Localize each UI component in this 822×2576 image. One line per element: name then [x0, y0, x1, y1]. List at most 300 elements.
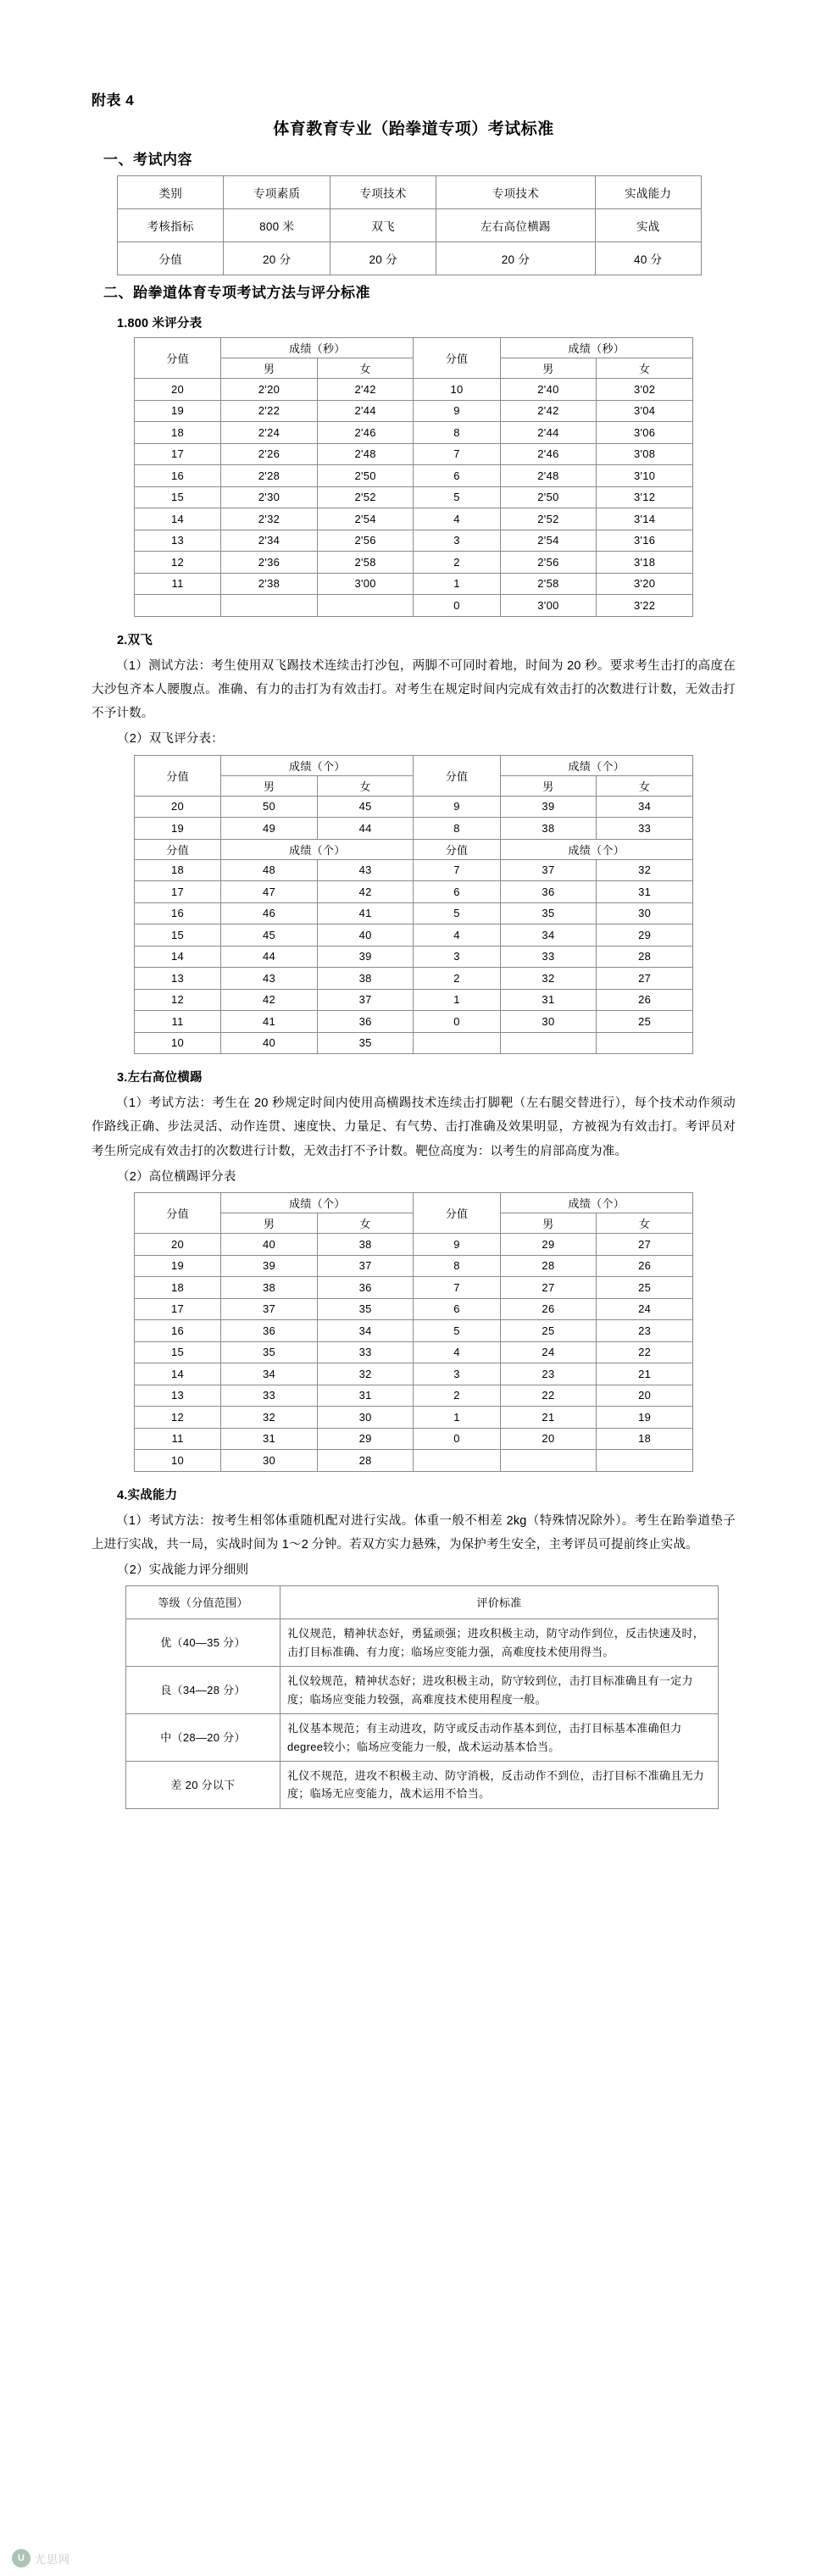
- header-score-left: 分值: [135, 1193, 221, 1234]
- cell-score-right: 2: [414, 968, 500, 990]
- cell-female-right: 25: [597, 1277, 693, 1299]
- cell-index-label: 考核指标: [118, 209, 224, 242]
- header-female-right: 女: [597, 775, 693, 796]
- cell-grade: 差 20 分以下: [126, 1762, 280, 1809]
- header-result-right: 成绩（秒）: [500, 338, 692, 358]
- cell-score-left: 17: [135, 881, 221, 903]
- cell-score-right: 6: [414, 1298, 500, 1320]
- cell-score-left: 12: [135, 552, 221, 574]
- header-result-right: 成绩（个）: [500, 839, 692, 859]
- table-row: [135, 989, 693, 1011]
- cell-score-right: [414, 1032, 500, 1054]
- cell-category-label: 类别: [118, 176, 224, 209]
- table-row: [135, 1320, 693, 1342]
- cell-points-label: 分值: [118, 242, 224, 275]
- watermark: [12, 2549, 70, 2568]
- cell-female-right: 31: [597, 881, 693, 903]
- shizhan-table-body: [126, 1586, 719, 1809]
- exam-content-table: [117, 175, 702, 275]
- cell-score-right: 4: [414, 1341, 500, 1363]
- cell-female-left: 45: [317, 796, 414, 818]
- table-row: [135, 1032, 693, 1054]
- table-row: [135, 946, 693, 968]
- subsection-heading-shizhan: 4.实战能力: [117, 1488, 178, 1502]
- header-result-left: 成绩（个）: [221, 1193, 414, 1213]
- table-header-row: [135, 755, 693, 775]
- cell-male-left: 41: [221, 1011, 318, 1033]
- hengti-method-text: 考生在 20 秒规定时间内使用高横踢技术连续击打脚靶（左右腿交替进行），每个技术动作须动作路线正确、步法灵活、动作连贯、速度快、力量足、有气势、击打准确及效果明显，方被视为有效击打。考评员对考生所完成有效击打的次数进行计数，无效击打不予计数。靶位高度为：以考生的肩部高度为准。: [92, 1096, 736, 1158]
- table-row: [135, 1234, 693, 1256]
- cell-points-4: 40 分: [595, 242, 701, 275]
- hengti-score-table: [134, 1192, 693, 1472]
- cell-grade: 中（28—20 分）: [126, 1714, 280, 1762]
- cell-male-right: 23: [500, 1363, 597, 1385]
- cell-female-left: 29: [317, 1428, 414, 1450]
- header-male-right: 男: [500, 775, 597, 796]
- cell-category-1: 专项素质: [224, 176, 330, 209]
- table-row: [135, 552, 693, 574]
- table-row: [135, 573, 693, 595]
- cell-score-right: 0: [414, 595, 500, 617]
- cell-score-right: [414, 1450, 500, 1472]
- header-result-right: 成绩（个）: [500, 755, 692, 775]
- cell-score-left: 19: [135, 818, 221, 840]
- cell-female-left: 32: [317, 1363, 414, 1385]
- table-row: [135, 1450, 693, 1472]
- cell-male-right: 36: [500, 881, 597, 903]
- cell-male-left: 40: [221, 1032, 318, 1054]
- cell-male-left: 2'22: [221, 400, 318, 422]
- cell-score-right: 7: [414, 443, 500, 465]
- cell-score-right: 9: [414, 1234, 500, 1256]
- cell-male-right: 39: [500, 796, 597, 818]
- header-criteria: 评价标准: [280, 1586, 719, 1619]
- cell-score-right: 1: [414, 1407, 500, 1429]
- cell-score-right: 2: [414, 1385, 500, 1407]
- shizhan-table-label: （2）实战能力评分细则: [117, 1563, 249, 1578]
- cell-female-left: 3'00: [317, 573, 414, 595]
- cell-score-left: 13: [135, 968, 221, 990]
- cell-female-left: 37: [317, 1255, 414, 1277]
- table-header-row: [135, 1193, 693, 1213]
- cell-male-left: 37: [221, 1298, 318, 1320]
- cell-female-left: 38: [317, 1234, 414, 1256]
- cell-male-left: 31: [221, 1428, 318, 1450]
- table-row: [118, 176, 702, 209]
- cell-male-left: 34: [221, 1363, 318, 1385]
- cell-male-right: 21: [500, 1407, 597, 1429]
- cell-female-right: 3'14: [597, 508, 693, 530]
- cell-index-2: 双飞: [330, 209, 436, 242]
- cell-score-left: 14: [135, 1363, 221, 1385]
- cell-male-right: 28: [500, 1255, 597, 1277]
- header-result-left: 成绩（秒）: [221, 338, 414, 358]
- table-row: [126, 1762, 719, 1809]
- cell-female-right: 26: [597, 989, 693, 1011]
- cell-female-left: 38: [317, 968, 414, 990]
- cell-male-left: 2'26: [221, 443, 318, 465]
- cell-score-left: 10: [135, 1032, 221, 1054]
- cell-male-left: 39: [221, 1255, 318, 1277]
- table-row: [135, 1277, 693, 1299]
- subsection-heading-run800: 1.800 米评分表: [117, 317, 203, 330]
- cell-male-left: 47: [221, 881, 318, 903]
- cell-score-right: 2: [414, 552, 500, 574]
- cell-female-right: 3'16: [597, 530, 693, 552]
- cell-score-left: 13: [135, 530, 221, 552]
- cell-female-left: 36: [317, 1011, 414, 1033]
- cell-female-left: 43: [317, 859, 414, 881]
- cell-score-left: 11: [135, 1011, 221, 1033]
- cell-female-left: 35: [317, 1298, 414, 1320]
- cell-male-right: 30: [500, 1011, 597, 1033]
- cell-male-right: 27: [500, 1277, 597, 1299]
- cell-female-right: 22: [597, 1341, 693, 1363]
- cell-female-left: 2'44: [317, 400, 414, 422]
- cell-score-left: 11: [135, 1428, 221, 1450]
- header-female-right: 女: [597, 1213, 693, 1234]
- cell-female-right: 23: [597, 1320, 693, 1342]
- cell-male-right: 2'56: [500, 552, 597, 574]
- cell-female-right: 29: [597, 924, 693, 947]
- cell-score-right: 4: [414, 924, 500, 947]
- cell-male-right: 25: [500, 1320, 597, 1342]
- table-row: [135, 902, 693, 924]
- cell-female-right: 27: [597, 968, 693, 990]
- header-result-left: 成绩（个）: [221, 839, 414, 859]
- watermark-label: 尤思网: [35, 2552, 71, 2566]
- run800-table-body: [135, 338, 693, 617]
- cell-female-left: 37: [317, 989, 414, 1011]
- table-row: [135, 859, 693, 881]
- cell-score-left: 13: [135, 1385, 221, 1407]
- cell-category-3: 专项技术: [436, 176, 595, 209]
- cell-male-left: 40: [221, 1234, 318, 1256]
- table-row: [135, 1255, 693, 1277]
- header-male-right: 男: [500, 1213, 597, 1234]
- cell-score-right: 5: [414, 486, 500, 508]
- hengti-table-body: [135, 1193, 693, 1472]
- table-row: [126, 1619, 719, 1667]
- cell-male-left: 2'38: [221, 573, 318, 595]
- table-row: [118, 209, 702, 242]
- cell-male-right: 26: [500, 1298, 597, 1320]
- table-row: [135, 924, 693, 947]
- cell-index-1: 800 米: [224, 209, 330, 242]
- cell-male-right: 20: [500, 1428, 597, 1450]
- cell-male-left: [221, 595, 318, 617]
- cell-score-left: 18: [135, 859, 221, 881]
- page-title: 体育教育专业（跆拳道专项）考试标准: [273, 120, 554, 138]
- cell-male-right: 38: [500, 818, 597, 840]
- cell-score-left: 16: [135, 902, 221, 924]
- cell-female-left: 39: [317, 946, 414, 968]
- cell-score-left: 16: [135, 1320, 221, 1342]
- cell-female-right: 30: [597, 902, 693, 924]
- table-row: [135, 1011, 693, 1033]
- cell-female-right: 24: [597, 1298, 693, 1320]
- cell-female-right: 32: [597, 859, 693, 881]
- shizhan-method-text: 按考生相邻体重随机配对进行实战。体重一般不相差 2kg（特殊情况除外）。考生在跆拳道垫子上进行实战，共一局，实战时间为 1～2 分钟。若双方实力悬殊，为保护考生安全，主考评员可提前终止实战。: [92, 1513, 736, 1552]
- table-row: [135, 818, 693, 840]
- cell-male-left: 32: [221, 1407, 318, 1429]
- cell-score-left: 18: [135, 422, 221, 444]
- cell-score-right: 0: [414, 1011, 500, 1033]
- cell-score-right: 6: [414, 881, 500, 903]
- table-row: [135, 530, 693, 552]
- cell-male-right: 33: [500, 946, 597, 968]
- header-male-left: 男: [221, 775, 318, 796]
- cell-male-right: 34: [500, 924, 597, 947]
- header-result-right: 成绩（个）: [500, 1193, 692, 1213]
- cell-score-left: 10: [135, 1450, 221, 1472]
- cell-score-left: 15: [135, 486, 221, 508]
- cell-male-left: 42: [221, 989, 318, 1011]
- cell-female-right: 3'18: [597, 552, 693, 574]
- table-header-row: [126, 1586, 719, 1619]
- cell-female-left: 41: [317, 902, 414, 924]
- shuangfei-table-label: （2）双飞评分表：: [117, 732, 224, 747]
- shuangfei-method-paragraph: [92, 654, 736, 726]
- cell-score-right: 4: [414, 508, 500, 530]
- cell-female-left: 2'42: [317, 379, 414, 401]
- cell-score-right: 7: [414, 1277, 500, 1299]
- table-row: [135, 1428, 693, 1450]
- cell-female-left: 2'56: [317, 530, 414, 552]
- cell-score-left: 14: [135, 508, 221, 530]
- shizhan-method-paragraph: [92, 1509, 736, 1557]
- table-row: [135, 508, 693, 530]
- cell-female-right: 34: [597, 796, 693, 818]
- cell-male-left: 48: [221, 859, 318, 881]
- shuangfei-method-label: （1）测试方法：: [116, 658, 212, 673]
- cell-male-left: 2'32: [221, 508, 318, 530]
- header-male-left: 男: [221, 1213, 318, 1234]
- cell-male-right: 37: [500, 859, 597, 881]
- cell-score-right: 8: [414, 422, 500, 444]
- cell-score-right: 9: [414, 400, 500, 422]
- cell-score-right: 6: [414, 465, 500, 487]
- cell-female-left: 36: [317, 1277, 414, 1299]
- cell-male-right: 2'42: [500, 400, 597, 422]
- cell-grade: 优（40—35 分）: [126, 1619, 280, 1667]
- cell-male-left: 2'24: [221, 422, 318, 444]
- cell-male-right: 31: [500, 989, 597, 1011]
- cell-male-right: 2'46: [500, 443, 597, 465]
- cell-male-left: 38: [221, 1277, 318, 1299]
- table-row: [135, 422, 693, 444]
- cell-score-left: 20: [135, 379, 221, 401]
- table-row: [135, 1363, 693, 1385]
- table-row: [135, 1385, 693, 1407]
- cell-female-right: [597, 1450, 693, 1472]
- table-row: [135, 486, 693, 508]
- table-row: [135, 1407, 693, 1429]
- cell-male-right: 29: [500, 1234, 597, 1256]
- shuangfei-table-body: [135, 755, 693, 1054]
- cell-grade: 良（34—28 分）: [126, 1667, 280, 1714]
- cell-male-right: 2'50: [500, 486, 597, 508]
- cell-female-right: 20: [597, 1385, 693, 1407]
- header-score-left: 分值: [135, 338, 221, 379]
- shizhan-method-label: （1）考试方法：: [116, 1513, 212, 1528]
- hengti-table-label: （2）高位横踢评分表: [117, 1169, 236, 1184]
- table-header-row: [135, 338, 693, 358]
- cell-score-right: 0: [414, 1428, 500, 1450]
- cell-female-right: 3'10: [597, 465, 693, 487]
- cell-score-left: 11: [135, 573, 221, 595]
- cell-male-right: 2'40: [500, 379, 597, 401]
- cell-score-left: 20: [135, 1234, 221, 1256]
- cell-female-left: 31: [317, 1385, 414, 1407]
- cell-score-right: 3: [414, 530, 500, 552]
- cell-female-left: 2'52: [317, 486, 414, 508]
- cell-female-left: 2'48: [317, 443, 414, 465]
- cell-male-left: 2'28: [221, 465, 318, 487]
- cell-female-right: 28: [597, 946, 693, 968]
- cell-female-left: 40: [317, 924, 414, 947]
- cell-female-right: 27: [597, 1234, 693, 1256]
- header-female-left: 女: [317, 358, 414, 379]
- cell-points-3: 20 分: [436, 242, 595, 275]
- shizhan-grading-table: [125, 1585, 719, 1809]
- table-row: [135, 1298, 693, 1320]
- cell-index-3: 左右高位横踢: [436, 209, 595, 242]
- cell-score-right: 8: [414, 1255, 500, 1277]
- cell-female-left: 42: [317, 881, 414, 903]
- table-row: [135, 881, 693, 903]
- cell-score-right: 8: [414, 818, 500, 840]
- cell-female-right: 25: [597, 1011, 693, 1033]
- cell-male-left: 2'30: [221, 486, 318, 508]
- cell-score-right: 5: [414, 902, 500, 924]
- cell-score-left: 18: [135, 1277, 221, 1299]
- cell-category-4: 实战能力: [595, 176, 701, 209]
- cell-score-left: 19: [135, 1255, 221, 1277]
- cell-male-left: 2'34: [221, 530, 318, 552]
- header-female-right: 女: [597, 358, 693, 379]
- cell-male-right: 22: [500, 1385, 597, 1407]
- cell-female-right: [597, 1032, 693, 1054]
- cell-male-left: 33: [221, 1385, 318, 1407]
- cell-score-right: 1: [414, 573, 500, 595]
- cell-female-left: 44: [317, 818, 414, 840]
- cell-female-left: 2'50: [317, 465, 414, 487]
- cell-male-right: 2'52: [500, 508, 597, 530]
- cell-score-left: 17: [135, 1298, 221, 1320]
- cell-female-left: 28: [317, 1450, 414, 1472]
- subsection-heading-shuangfei: 2.双飞: [117, 633, 153, 647]
- cell-score-right: 3: [414, 1363, 500, 1385]
- shuangfei-method-text: 考生使用双飞踢技术连续击打沙包，两脚不可同时着地，时间为 20 秒。要求考生击打的高度在大沙包齐本人腰腹点。准确、有力的击打为有效击打。对考生在规定时间内完成有效击打的次数进行计数，无效击打不予计数。: [92, 658, 736, 721]
- table-row: [135, 465, 693, 487]
- cell-criteria: 礼仪规范，精神状态好，勇猛顽强；进攻积极主动，防守动作到位，反击快速及时，击打目标准确、有力度；临场应变能力强，高难度技术使用得当。: [280, 1619, 719, 1667]
- cell-female-right: 3'12: [597, 486, 693, 508]
- cell-score-left: 16: [135, 465, 221, 487]
- cell-female-left: 2'58: [317, 552, 414, 574]
- cell-male-right: 2'54: [500, 530, 597, 552]
- hengti-method-label: （1）考试方法：: [116, 1096, 213, 1111]
- header-female-left: 女: [317, 1213, 414, 1234]
- table-row: [135, 1341, 693, 1363]
- cell-female-left: 30: [317, 1407, 414, 1429]
- cell-index-4: 实战: [595, 209, 701, 242]
- cell-criteria: 礼仪不规范，进攻不积极主动、防守消极，反击动作不到位，击打目标不准确且无力度；临场无应变能力，战术运用不恰当。: [280, 1762, 719, 1809]
- cell-score-right: 3: [414, 946, 500, 968]
- table-row: [135, 379, 693, 401]
- header-score-right: 分值: [414, 1193, 500, 1234]
- cell-female-right: 19: [597, 1407, 693, 1429]
- cell-male-right: 2'48: [500, 465, 597, 487]
- header-score-right: 分值: [414, 338, 500, 379]
- cell-female-left: 33: [317, 1341, 414, 1363]
- header-male-left: 男: [221, 358, 318, 379]
- table-row: [126, 1714, 719, 1762]
- cell-criteria: 礼仪较规范，精神状态好；进攻积极主动，防守较到位，击打目标准确且有一定力度；临场应变能力较强，高难度技术使用程度一般。: [280, 1667, 719, 1714]
- cell-female-left: 2'46: [317, 422, 414, 444]
- attachment-label: 附表 4: [92, 92, 135, 108]
- cell-category-2: 专项技术: [330, 176, 436, 209]
- watermark-logo-icon: U: [12, 2549, 31, 2568]
- cell-score-left: 15: [135, 1341, 221, 1363]
- cell-male-left: 35: [221, 1341, 318, 1363]
- table-row: [135, 443, 693, 465]
- cell-female-right: 3'22: [597, 595, 693, 617]
- cell-male-left: 45: [221, 924, 318, 947]
- cell-score-left: 12: [135, 989, 221, 1011]
- header-female-left: 女: [317, 775, 414, 796]
- cell-score-right: 7: [414, 859, 500, 881]
- run800-score-table: [134, 337, 693, 617]
- header-male-right: 男: [500, 358, 597, 379]
- cell-female-left: 34: [317, 1320, 414, 1342]
- cell-criteria: 礼仪基本规范；有主动进攻，防守或反击动作基本到位，击打目标基本准确但力degree较小；临场应变能力一般，战术运动基本恰当。: [280, 1714, 719, 1762]
- section-heading-one: 一、考试内容: [103, 152, 192, 168]
- cell-female-right: 33: [597, 818, 693, 840]
- cell-male-left: 43: [221, 968, 318, 990]
- cell-score-left: 14: [135, 946, 221, 968]
- header-grade: 等级（分值范围）: [126, 1586, 280, 1619]
- table-row: [135, 595, 693, 617]
- cell-score-left: 17: [135, 443, 221, 465]
- cell-female-right: 3'20: [597, 573, 693, 595]
- cell-female-left: 35: [317, 1032, 414, 1054]
- cell-score-left: 12: [135, 1407, 221, 1429]
- cell-female-right: 3'02: [597, 379, 693, 401]
- cell-male-left: 44: [221, 946, 318, 968]
- cell-score-left: [135, 595, 221, 617]
- cell-female-right: 26: [597, 1255, 693, 1277]
- cell-female-right: 3'04: [597, 400, 693, 422]
- cell-female-left: 2'54: [317, 508, 414, 530]
- cell-female-right: 3'08: [597, 443, 693, 465]
- cell-female-right: 3'06: [597, 422, 693, 444]
- cell-male-left: 49: [221, 818, 318, 840]
- header-score-left: 分值: [135, 839, 221, 859]
- cell-male-right: 32: [500, 968, 597, 990]
- cell-male-right: 2'58: [500, 573, 597, 595]
- cell-points-1: 20 分: [224, 242, 330, 275]
- cell-male-right: [500, 1032, 597, 1054]
- cell-score-right: 1: [414, 989, 500, 1011]
- cell-male-left: 36: [221, 1320, 318, 1342]
- shuangfei-score-table: [134, 755, 693, 1055]
- cell-female-right: 21: [597, 1363, 693, 1385]
- cell-score-right: 10: [414, 379, 500, 401]
- document-content: [92, 0, 736, 1813]
- cell-points-2: 20 分: [330, 242, 436, 275]
- table-row: [135, 968, 693, 990]
